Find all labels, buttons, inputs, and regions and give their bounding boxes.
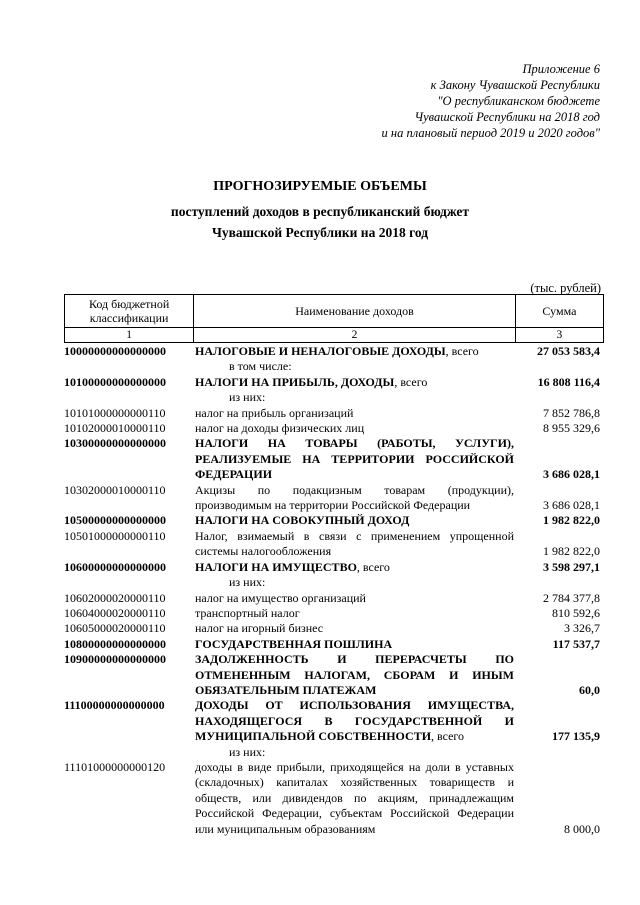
appendix-note: [240, 61, 600, 141]
row-code: 10600000000000000: [64, 559, 166, 574]
document-subtitle-2: Чувашской Республики на 2018 год: [211, 225, 429, 240]
row-sub: из них:: [229, 390, 266, 405]
row-code: 10300000000000000: [64, 436, 166, 451]
column-number-1: 1: [65, 328, 194, 343]
row-amount: 60,0: [579, 682, 600, 697]
appendix-line: Приложение 6: [522, 62, 600, 76]
row-name-main: НАЛОГИ НА ПРИБЫЛЬ, ДОХОДЫ: [195, 374, 395, 389]
row-name-suffix: , всего: [394, 374, 428, 389]
appendix-line: "О республиканском бюджете: [437, 94, 600, 108]
row-name: [195, 375, 514, 390]
row-sub: из них:: [229, 575, 266, 590]
row-code: 10102000010000110: [64, 421, 166, 436]
document-title: ПРОГНОЗИРУЕМЫЕ ОБЪЕМЫ: [213, 179, 427, 194]
row-code: 10800000000000000: [64, 636, 166, 651]
table-row: [64, 529, 604, 560]
column-header-amount: Сумма: [515, 295, 603, 328]
row-code: 10900000000000000: [64, 652, 166, 667]
row-name-main: НАЛОГОВЫЕ И НЕНАЛОГОВЫЕ ДОХОДЫ: [195, 344, 446, 358]
row-name: [195, 698, 514, 744]
column-number-2: 2: [194, 328, 516, 343]
row-amount: 3 598 297,1: [543, 559, 600, 574]
column-header-name: Наименование доходов: [194, 295, 516, 328]
row-name-suffix: , всего: [356, 559, 390, 574]
row-code: 10500000000000000: [64, 513, 166, 528]
row-name-main: ДОХОДЫ ОТ ИСПОЛЬЗОВАНИЯ ИМУЩЕСТВА, НАХОДЯЩЕГОСЯ В ГОСУДАРСТВЕННОЙ И МУНИЦИПАЛЬНОЙ СОБСТВЕННОСТИ: [195, 698, 514, 744]
row-code: 10101000000000110: [64, 405, 166, 420]
row-amount: 1 982 822,0: [543, 544, 600, 559]
appendix-line: Чувашской Республики на 2018 год: [414, 110, 600, 124]
table-row: [64, 591, 604, 606]
table-row: [64, 406, 604, 421]
table-body: [64, 344, 604, 837]
row-code: 10302000010000110: [64, 482, 166, 497]
row-code: 10602000020000110: [64, 590, 166, 605]
row-sub: в том числе:: [229, 359, 292, 374]
row-name: налог на игорный бизнес: [195, 621, 324, 636]
table-row: [64, 698, 604, 760]
row-name: [195, 560, 514, 575]
appendix-line: и на плановый период 2019 и 2020 годов": [381, 126, 600, 140]
row-amount: 3 326,7: [564, 621, 600, 636]
row-name: НАЛОГИ НА ТОВАРЫ (РАБОТЫ, УСЛУГИ), РЕАЛИЗУЕМЫЕ НА ТЕРРИТОРИИ РОССИЙСКОЙ ФЕДЕРАЦИИ: [195, 436, 514, 482]
row-name: налог на доходы физических лиц: [195, 421, 365, 436]
row-name: ГОСУДАРСТВЕННАЯ ПОШЛИНА: [195, 636, 393, 651]
table-row: [64, 513, 604, 528]
table-row: [64, 652, 604, 698]
row-name: налог на прибыль организаций: [195, 405, 354, 420]
row-amount: 810 592,6: [552, 605, 600, 620]
row-code: 11100000000000000: [64, 698, 165, 713]
table-row: [64, 421, 604, 436]
row-amount: 16 808 116,4: [537, 374, 600, 389]
row-amount: 2 784 377,8: [543, 590, 600, 605]
row-name-suffix: , всего: [445, 344, 479, 358]
row-name: ЗАДОЛЖЕННОСТЬ И ПЕРЕРАСЧЕТЫ ПО ОТМЕНЕННЫМ НАЛОГАМ, СБОРАМ И ИНЫМ ОБЯЗАТЕЛЬНЫМ ПЛАТЕЖАМ: [195, 652, 514, 697]
units-label: (тыс. рублей): [530, 281, 601, 295]
table-row: [64, 436, 604, 482]
table-row: [64, 483, 604, 514]
row-name: доходы в виде прибыли, приходящейся на доли в уставных (складочных) капиталах хозяйственных товариществ и обществ, или дивидендов по акциям, принадлежащим Российской Федерации, субъектам Российской Федерации или муниципальным образованиям: [195, 759, 514, 836]
row-amount: 3 686 028,1: [543, 467, 600, 482]
row-code: 10501000000000110: [64, 528, 166, 543]
row-name-main: НАЛОГИ НА ИМУЩЕСТВО: [195, 559, 357, 574]
table-row: [64, 375, 604, 406]
row-sub: из них:: [229, 744, 266, 759]
table-row: [64, 637, 604, 652]
row-amount: 1 982 822,0: [543, 513, 600, 528]
row-name: транспортный налог: [195, 605, 300, 620]
row-code: 10605000020000110: [64, 621, 166, 636]
table-row: [64, 344, 604, 375]
table-row: [64, 621, 604, 636]
row-amount: 8 000,0: [564, 821, 600, 836]
row-code: 10604000020000110: [64, 605, 166, 620]
column-number-3: 3: [515, 328, 603, 343]
row-amount: 27 053 583,4: [537, 344, 600, 358]
row-name: НАЛОГИ НА СОВОКУПНЫЙ ДОХОД: [195, 513, 410, 528]
table-row: [64, 606, 604, 621]
row-name: [195, 344, 514, 359]
row-amount: 3 686 028,1: [543, 498, 600, 513]
row-code: 10000000000000000: [64, 344, 166, 358]
table-row: [64, 760, 604, 837]
row-code: 10100000000000000: [64, 374, 166, 389]
row-name-suffix: , всего: [431, 729, 465, 744]
document-subtitle: поступлений доходов в республиканский бюджет: [170, 204, 470, 219]
table-row: [64, 560, 604, 591]
table-header: [64, 294, 604, 343]
row-amount: 117 537,7: [552, 636, 600, 651]
row-amount: 8 955 329,6: [543, 421, 600, 436]
row-code: 11101000000000120: [64, 759, 166, 774]
column-header-code: Код бюджетной классификации: [65, 295, 194, 328]
row-amount: 177 135,9: [552, 729, 600, 744]
row-name: налог на имущество организаций: [195, 590, 366, 605]
appendix-line: к Закону Чувашской Республики: [430, 78, 600, 92]
row-name: Налог, взимаемый в связи с применением упрощенной системы налогообложения: [195, 528, 514, 559]
row-name: Акцизы по подакцизным товарам (продукции), производимым на территории Российской Федерации: [195, 482, 514, 513]
row-amount: 7 852 786,8: [543, 405, 600, 420]
